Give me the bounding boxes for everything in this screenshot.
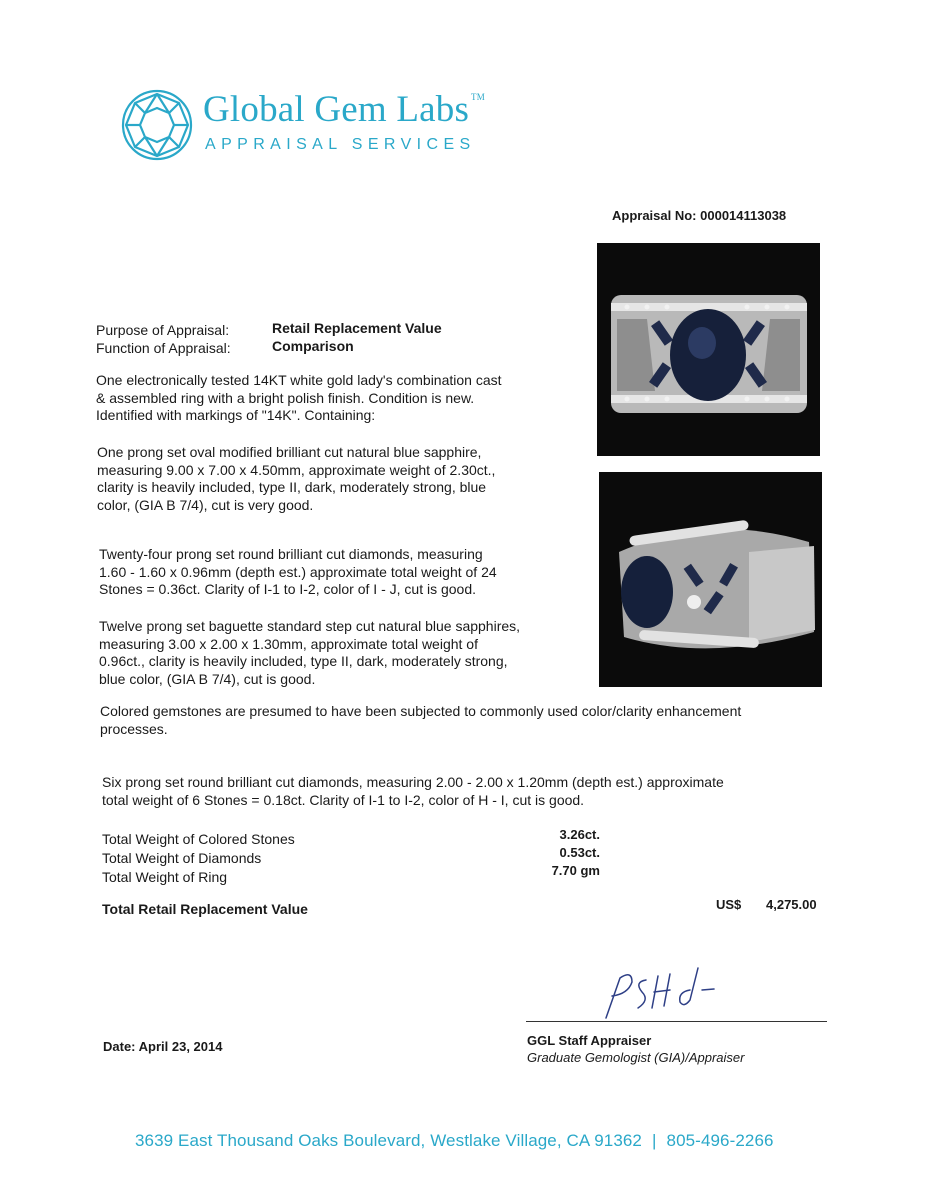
diamonds-weight-value: 0.53ct. [559, 845, 600, 860]
baguette-sapphires-description [99, 618, 520, 688]
total-retail-label: Total Retail Replacement Value [102, 901, 308, 917]
ring-description-line: Identified with markings of "14K". Containing: [96, 407, 376, 423]
baguette-line: 0.96ct., clarity is heavily included, type II, dark, moderately strong, [99, 653, 508, 669]
ring-weight-value: 7.70 gm [551, 863, 600, 878]
totals-values [540, 826, 600, 880]
diamonds-6-line: Six prong set round brilliant cut diamonds, measuring 2.00 - 2.00 x 1.20mm (depth est.) approximate [102, 774, 724, 790]
sapphire-description-line: color, (GIA B 7/4), cut is very good. [97, 496, 314, 513]
appraiser-credentials: Graduate Gemologist (GIA)/Appraiser [527, 1050, 745, 1065]
enhancement-line: processes. [100, 720, 168, 737]
center-sapphire-description [97, 444, 495, 514]
gem-outline-icon [120, 88, 194, 162]
ring-description-line: One electronically tested 14KT white gold lady's combination cast [96, 372, 502, 388]
colored-stones-value: 3.26ct. [559, 827, 600, 842]
enhancement-line: Colored gemstones are presumed to have been subjected to commonly used color/clarity enhancement [100, 703, 742, 719]
ring-angle-view-photo [599, 472, 822, 687]
enhancement-notice [100, 703, 741, 738]
diamonds-24-description [99, 546, 497, 599]
baguette-line: blue color, (GIA B 7/4), cut is good. [99, 670, 316, 687]
sapphire-description-line: measuring 9.00 x 7.00 x 4.50mm, approximate weight of 2.30ct., [97, 461, 496, 478]
diamonds-24-line: 1.60 - 1.60 x 0.96mm (depth est.) approximate total weight of 24 [99, 563, 497, 580]
trademark-mark: TM [471, 92, 485, 102]
diamonds-24-line: Stones = 0.36ct. Clarity of I-1 to I-2, color of I - J, cut is good. [99, 581, 477, 597]
diamonds-24-line: Twenty-four prong set round brilliant cut diamonds, measuring [99, 546, 483, 562]
appraisal-date: Date: April 23, 2014 [103, 1039, 223, 1054]
totals-labels [102, 830, 295, 887]
signature-line [526, 1021, 827, 1022]
appraisal-number: Appraisal No: 000014113038 [612, 208, 787, 223]
sapphire-description-line: clarity is heavily included, type II, dark, moderately strong, blue [97, 479, 487, 495]
purpose-label: Purpose of Appraisal: [96, 322, 230, 338]
colored-stones-label: Total Weight of Colored Stones [102, 831, 295, 847]
ring-description-line: & assembled ring with a bright polish finish. Condition is new. [96, 389, 475, 406]
brand-name-text: Global Gem Labs [203, 89, 470, 130]
brand-name [203, 88, 485, 131]
total-retail-value: 4,275.00 [766, 897, 817, 912]
diamonds-weight-label: Total Weight of Diamonds [102, 850, 262, 866]
function-label: Function of Appraisal: [96, 340, 231, 356]
ring-top-view-photo [597, 243, 820, 456]
footer-contact [135, 1131, 774, 1151]
footer-address: 3639 East Thousand Oaks Boulevard, Westlake Village, CA 91362 [135, 1131, 642, 1150]
appraiser-title: GGL Staff Appraiser [527, 1033, 652, 1048]
function-value: Comparison [272, 338, 354, 354]
ring-weight-label: Total Weight of Ring [102, 869, 228, 885]
baguette-line: measuring 3.00 x 2.00 x 1.30mm, approximate total weight of [99, 635, 478, 652]
brand-subtitle: APPRAISAL SERVICES [205, 136, 476, 153]
diamonds-6-line: total weight of 6 Stones = 0.18ct. Clarity of I-1 to I-2, color of H - I, cut is good. [102, 791, 585, 808]
purpose-value: Retail Replacement Value [272, 320, 442, 336]
currency-label: US$ [716, 897, 742, 912]
ring-description [96, 372, 502, 425]
handwritten-signature [598, 960, 728, 1022]
baguette-line: Twelve prong set baguette standard step cut natural blue sapphires, [99, 618, 521, 634]
footer-separator: | [651, 1131, 657, 1150]
footer-phone: 805-496-2266 [666, 1131, 774, 1150]
sapphire-description-line: One prong set oval modified brilliant cut natural blue sapphire, [97, 444, 482, 460]
diamonds-6-description [102, 774, 724, 809]
